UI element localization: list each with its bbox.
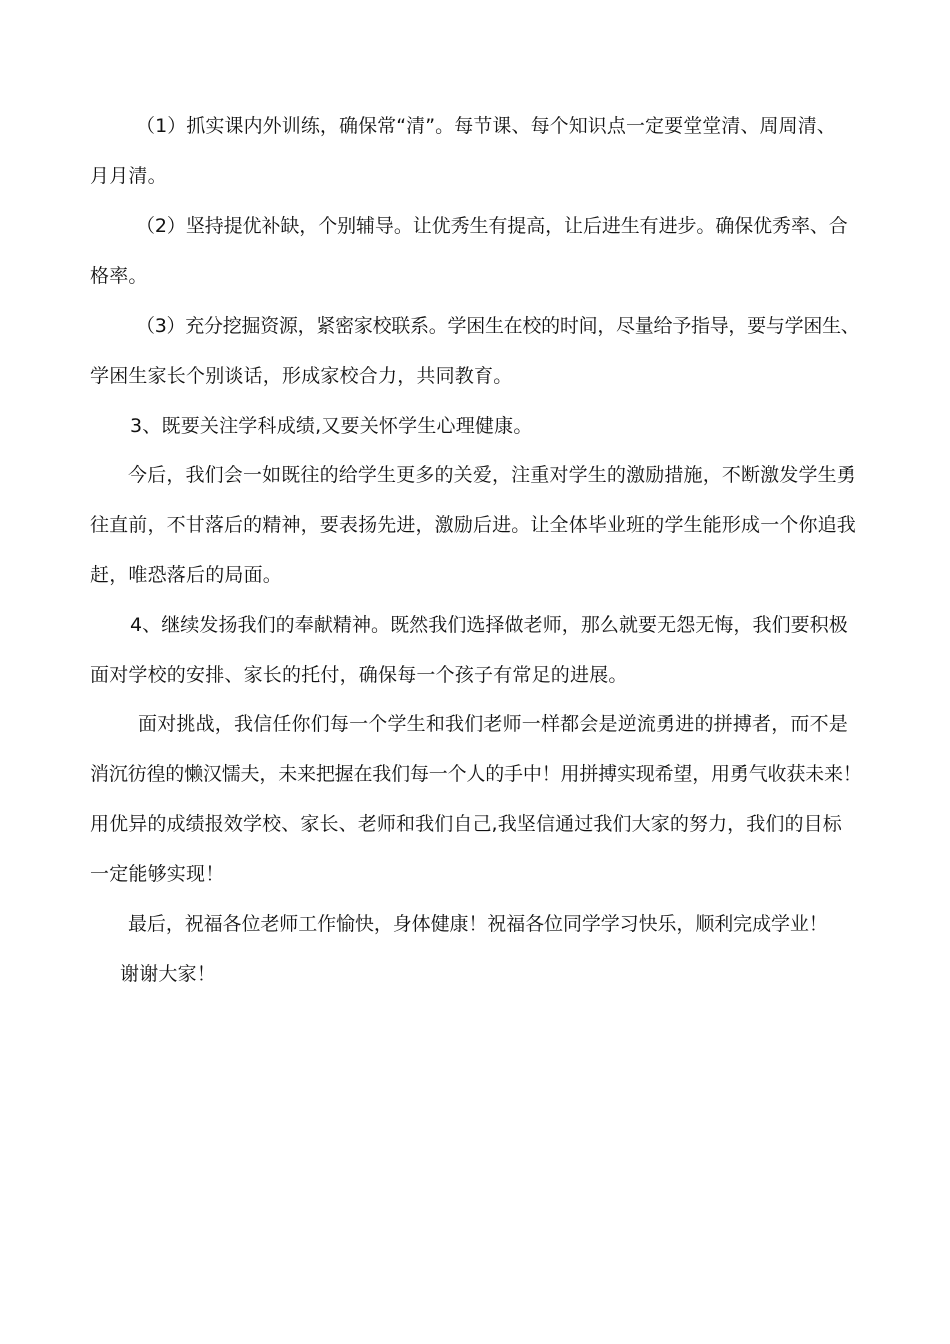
text-line-14: 消沉彷徨的懒汉懦夫，未来把握在我们每一个人的手中！用拼搏实现希望，用勇气收获未来！ [90, 763, 862, 785]
text-line-1: （1）抓实课内外训练，确保常“清”。每节课、每个知识点一定要堂堂清、周周清、 [136, 115, 836, 137]
text-line-12: 面对学校的安排、家长的托付，确保每一个孩子有常足的进展。 [90, 664, 628, 686]
text-line-7: 3、既要关注学科成绩,又要关怀学生心理健康。 [130, 415, 533, 437]
text-line-4: 格率。 [90, 265, 148, 287]
text-line-11: 4、继续发扬我们的奉献精神。既然我们选择做老师，那么就要无怨无悔，我们要积极 [130, 614, 848, 636]
text-line-15: 用优异的成绩报效学校、家长、老师和我们自己,我坚信通过我们大家的努力，我们的目标 [90, 813, 842, 835]
text-line-17: 最后，祝福各位老师工作愉快，身体健康！祝福各位同学学习快乐，顺利完成学业！ [128, 913, 828, 935]
text-line-9: 往直前，不甘落后的精神，要表扬先进，激励后进。让全体毕业班的学生能形成一个你追我 [90, 514, 856, 536]
text-line-2: 月月清。 [90, 165, 167, 187]
text-line-5: （3）充分挖掘资源，紧密家校联系。学困生在校的时间，尽量给予指导，要与学困生、 [136, 315, 860, 337]
text-line-6: 学困生家长个别谈话，形成家校合力，共同教育。 [90, 365, 513, 387]
text-line-16: 一定能够实现！ [90, 863, 225, 885]
text-line-10: 赶，唯恐落后的局面。 [90, 564, 283, 586]
text-line-3: （2）坚持提优补缺，个别辅导。让优秀生有提高，让后进生有进步。确保优秀率、合 [136, 215, 848, 237]
text-line-18: 谢谢大家！ [120, 963, 217, 985]
text-line-8: 今后，我们会一如既往的给学生更多的关爱，注重对学生的激励措施，不断激发学生勇 [128, 464, 856, 486]
text-line-13: 面对挑战，我信任你们每一个学生和我们老师一样都会是逆流勇进的拼搏者，而不是 [138, 713, 848, 735]
